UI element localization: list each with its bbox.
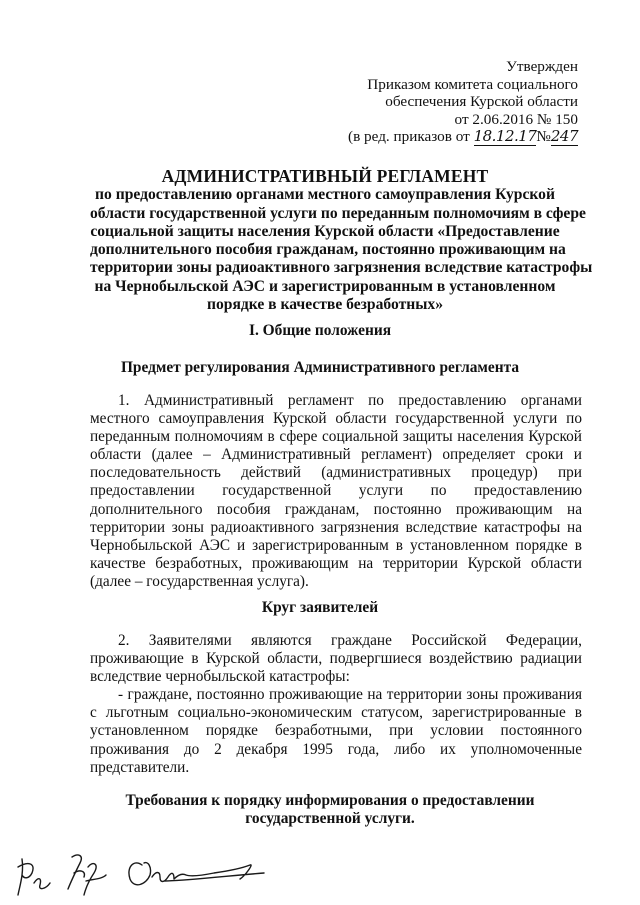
paragraph-2 xyxy=(90,632,582,777)
paragraph-line: качестве безработных, проживающим на территории Курской области xyxy=(90,554,582,572)
title-line: территории зоны радиоактивного загрязнения вследствие катастрофы xyxy=(90,259,593,277)
signature-2 xyxy=(68,855,106,895)
section-heading: I. Общие положения xyxy=(248,322,392,339)
approval-line-1: Утвержден xyxy=(506,58,578,75)
approval-line-2: Приказом комитета социального xyxy=(367,75,578,93)
requirements-heading xyxy=(90,792,570,828)
approval-line-4: от 2.06.2016 № 150 xyxy=(454,110,578,128)
title-line: социальной защиты населения Курской области «Предоставление xyxy=(90,222,560,240)
applicants-heading: Круг заявителей xyxy=(261,599,379,616)
paragraph-line: территории зоны радиоактивного загрязнения вследствие катастрофы на xyxy=(90,518,582,536)
paragraph-line: - граждане, постоянно проживающие на территории зоны проживания xyxy=(118,686,582,704)
number-sign: № xyxy=(536,128,551,145)
title-line: области государственной услуги по переданным полномочиям в сфере xyxy=(90,204,586,222)
handwritten-date: 18.12.17 xyxy=(473,127,537,145)
requirements-heading-line: государственной услуги. xyxy=(245,810,415,827)
handwritten-number: 247 xyxy=(550,127,578,145)
paragraph-line: области (далее – Административный регламент) определяет сроки и xyxy=(90,446,582,464)
paragraph-line: переданным полномочиям в сфере социальной защиты населения Курской xyxy=(90,428,582,446)
paragraph-line: местного самоуправления Курской области государственной услуги по xyxy=(90,410,582,428)
approval-block xyxy=(348,58,578,146)
approval-line-3: обеспечения Курской области xyxy=(385,93,578,110)
paragraph-line: предоставлении государственной услуги по предоставлению xyxy=(90,482,582,500)
approval-amendment-prefix: (в ред. приказов от xyxy=(348,128,470,145)
paragraph-line: последовательность действий (административных процедур) при xyxy=(90,464,582,482)
signature-3 xyxy=(129,863,264,885)
paragraph-line: проживания до 2 декабря 1995 года, либо их уполномоченные xyxy=(90,740,582,758)
paragraph-line: установленном порядке безработными, при условии постоянного xyxy=(90,722,582,740)
title-line: на Чернобыльской АЭС и зарегистрированным в установленном xyxy=(94,277,556,295)
approval-line-5 xyxy=(348,128,578,146)
subject-heading: Предмет регулирования Административного регламента xyxy=(120,359,520,376)
paragraph-line: дополнительного пособия гражданам, постоянно проживающим на xyxy=(90,500,582,518)
document-title xyxy=(90,166,593,314)
paragraph-1 xyxy=(90,392,582,591)
title-line: дополнительного пособия гражданам, постоянно проживающим на xyxy=(90,241,566,259)
paragraph-line: 1. Административный регламент по предоставлению органами xyxy=(118,392,582,409)
paragraph-line: вследствие чернобыльской катастрофы: xyxy=(90,668,350,686)
handwritten-signatures xyxy=(14,845,274,900)
paragraph-line: (далее – государственная услуга). xyxy=(90,572,309,590)
paragraph-line: проживающие в Курской области, подвергшиеся воздействию радиации xyxy=(90,650,582,668)
paragraph-line: представители. xyxy=(90,758,190,776)
paragraph-line: Чернобыльской АЭС и зарегистрированным в установленном порядке в xyxy=(90,536,582,554)
signature-1 xyxy=(18,859,50,895)
paragraph-line: с льготным социально-экономическим статусом, зарегистрированные в xyxy=(90,704,582,722)
title-line: по предоставлению органами местного самоуправления Курской xyxy=(95,186,555,204)
paragraph-line: 2. Заявителями являются граждане Российской Федерации, xyxy=(118,632,582,649)
title-main: АДМИНИСТРАТИВНЫЙ РЕГЛАМЕНТ xyxy=(161,166,489,186)
title-line: порядке в качестве безработных» xyxy=(206,296,443,314)
requirements-heading-line: Требования к порядку информирования о предоставлении xyxy=(125,792,535,809)
